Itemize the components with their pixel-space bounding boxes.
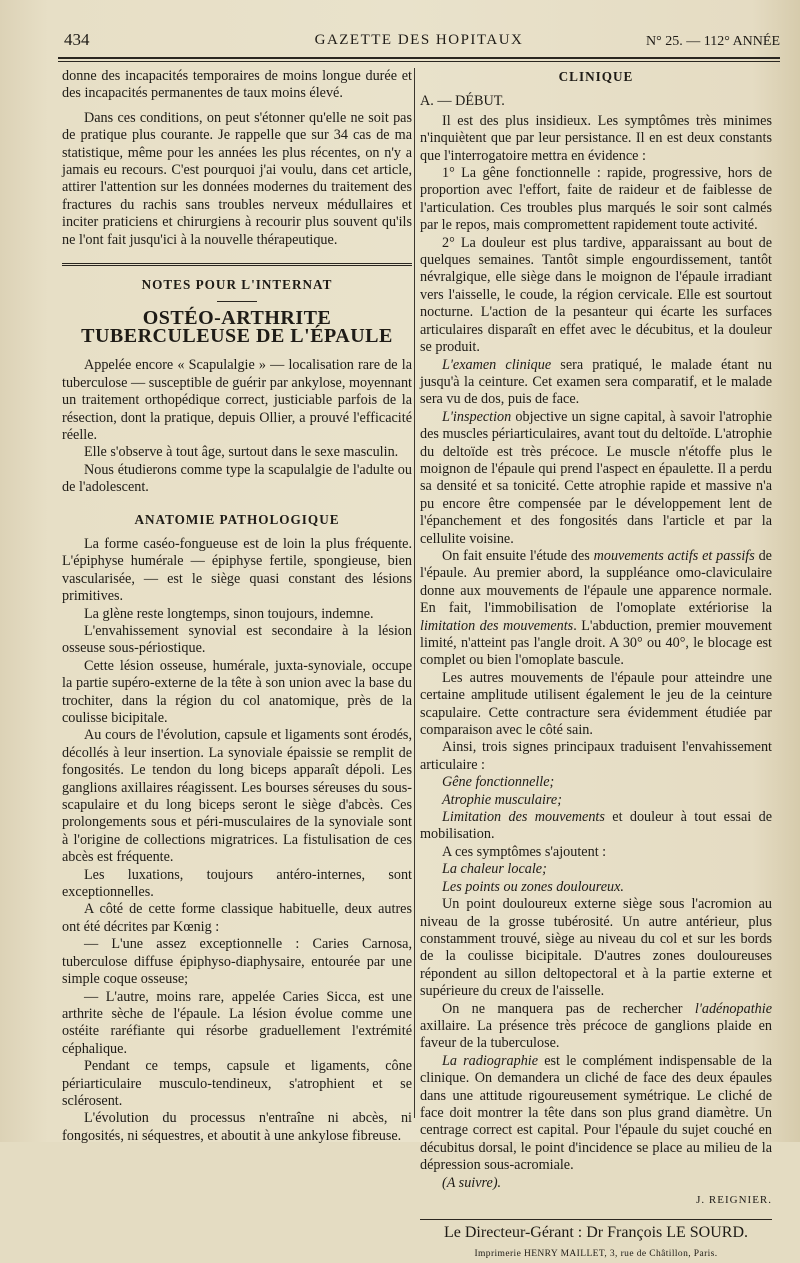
journal-title: GAZETTE DES HOPITAUX xyxy=(314,32,524,48)
symptom-item xyxy=(420,861,772,878)
printer-line: Imprimerie HENRY MAILLET, 3, rue de Châtillon, Paris. xyxy=(474,1248,718,1259)
intro-paragraph: donne des incapacités temporaires de moins longue durée et des incapacités permanentes de taux moins élevé. xyxy=(62,68,412,102)
paragraph-text: On ne manquera pas de rechercher xyxy=(442,1000,695,1017)
italic-lead: L'inspection xyxy=(442,408,512,425)
section-title: NOTES POUR L'INTERNAT xyxy=(141,277,333,293)
paragraph-text: sera pratiqué, le malade étant nu jusqu'à la ceinture. Cet examen sera comparatif, et le malade sera vu de dos, puis de face. xyxy=(420,356,772,408)
header-rule-thin xyxy=(58,61,780,62)
anatomy-paragraph: — L'une assez exceptionnelle : Caries Carnosa, tuberculose diffuse épiphyso-diaphysaire, entourée par une simple coque osseuse; xyxy=(62,936,412,988)
clinic-paragraph: Ainsi, trois signes principaux traduisent l'envahissement articulaire : xyxy=(420,739,772,773)
clinic-paragraph: Les autres mouvements de l'épaule pour atteindre une certaine amplitude utilisent également le jeu de la ceinture scapulaire. Cette contracture sera évidemment étudiée par comparaison avec le côté sain. xyxy=(420,669,772,739)
clinic-paragraph: 2° La douleur est plus tardive, apparaissant au bout de quelques semaines. Tantôt simple engourdissement, tantôt névralgique, elle siège dans le moignon de l'épaule irradiant vers l'aisselle, le coude, la région cervicale. Elle est sourtout nocturne. L'action de la pesanteur qui écarte les surfaces articulaires disparaît en effet avec le décubitus, et la douleur se produit. xyxy=(420,234,772,356)
clinic-subheading: A. — DÉBUT. xyxy=(420,93,505,110)
anatomy-heading: ANATOMIE PATHOLOGIQUE xyxy=(134,511,340,527)
clinic-paragraph xyxy=(420,357,772,409)
anatomy-paragraph: Cette lésion osseuse, humérale, juxta-synoviale, occupe la partie supéro-externe de la tête à son union avec la base du trochiter, dans la région du col anatomique, près de la coulisse bicipitale. xyxy=(62,657,412,726)
clinic-paragraph xyxy=(420,1001,772,1053)
symptom-text: Les points ou zones douloureux. xyxy=(442,878,624,895)
italic-lead: L'examen clinique xyxy=(442,356,552,373)
article-paragraph: Elle s'observe à tout âge, surtout dans le sexe masculin. xyxy=(84,444,399,461)
intro-paragraph: Dans ces conditions, on peut s'étonner qu'elle ne soit pas de pratique plus courante. Je rappelle que sur 34 cas de ma statistique, même pour les années les plus récentes, on n'y a jamais eu recours. C'est pourquoi j'ai voulu, dans cet article, attirer l'attention sur les données modernes du traitement des fractures du rachis sans troubles nerveux médullaires et inciter praticiens et chirurgiens à recourir plus souvent qu'ils ne l'ont fait jusqu'ici à la nouvelle thérapeutique. xyxy=(62,109,412,248)
paragraph-text: objective un signe capital, à savoir l'atrophie des muscles périarticulaires, avant tout du deltoïde. L'atrophie du deltoïde est très précoce. Le muscle n'étoffe plus le moignon de l'épaule qui prend l'aspect en épaulette. Il a perdu sa densité et sa tonicité. Cette atrophie rapide et massive n'a pu encore être compensée par le développement lent de l'épanchement et des fongosités dans l'article et par la cellulite voisine. xyxy=(420,408,773,547)
italic-lead: La radiographie xyxy=(442,1052,539,1069)
right-column xyxy=(420,68,772,1263)
symptom-text: Gêne fonctionnelle; xyxy=(442,774,555,791)
anatomy-paragraph: L'envahissement synovial est secondaire à la lésion osseuse sous-périostique. xyxy=(62,622,412,657)
italic-term: l'adénopathie xyxy=(694,1000,772,1017)
paragraph-text: axillaire. La présence très précoce de ganglions plaide en faveur de la tuberculose. xyxy=(420,1017,772,1052)
anatomy-paragraph: La forme caséo-fongueuse est de loin la plus fréquente. L'épiphyse humérale — épiphyse fertile, spongieuse, bien vascularisée, — est le siège quasi constant des lésions primitives. xyxy=(62,535,412,605)
paragraph-text: . L'abduction, premier mouvement limité, n'atteint pas l'angle droit. A 30° ou 40°, le blocage est complet ou bien l'omoplate bascule. xyxy=(420,617,772,669)
symptom-text: Atrophie musculaire; xyxy=(442,791,562,808)
to-be-continued xyxy=(420,1175,772,1192)
clinic-paragraph: Il est des plus insidieux. Les symptômes très minimes n'inquiètent que par leur persistance. Il en est deux constants que l'interrogatoire mettra en évidence : xyxy=(420,112,772,164)
header-rule xyxy=(58,57,780,59)
issue-number: N° 25. — 112° ANNÉE xyxy=(646,34,780,49)
section-divider xyxy=(62,263,412,266)
symptom-item xyxy=(420,774,772,791)
clinic-paragraph: A ces symptômes s'ajoutent : xyxy=(442,843,607,860)
clinic-paragraph xyxy=(420,548,772,670)
paragraph-text: On fait ensuite l'étude des xyxy=(442,547,594,564)
author-signature: J. REIGNIER. xyxy=(696,1194,772,1206)
article-paragraph: Nous étudierons comme type la scapulalgie de l'adulte ou de l'adolescent. xyxy=(62,461,412,496)
paragraph-text: de l'épaule. Au premier abord, la suppléance omo-claviculaire donne aux mouvements de l'épaule une apparence normale. En fait, l'immobilisation de l'omoplate extériorise la xyxy=(420,547,772,617)
paragraph-text: est le complément indispensable de la clinique. On demandera un cliché de face des deux épaules dans une attitude rigoureusement symétrique. Le cliché de face doit montrer la tête dans son plus grand diamètre. Un centrage correct est capital. Pour l'épaule du sujet couché en décubitus dorsal, le point d'incidence se place au milieu de la dépression sous-acromiale. xyxy=(420,1052,772,1174)
clinic-heading: CLINIQUE xyxy=(558,69,634,84)
italic-term: mouvements actifs et passifs xyxy=(593,547,755,564)
anatomy-paragraph: La glène reste longtemps, sinon toujours, indemne. xyxy=(84,605,374,622)
clinic-paragraph xyxy=(420,409,772,548)
anatomy-paragraph: Pendant ce temps, capsule et ligaments, cône périarticulaire musculo-tendineux, s'atrophient et se sclérosent. xyxy=(62,1058,412,1109)
column-divider xyxy=(414,68,415,1118)
italic-term: limitation des mouvements xyxy=(420,617,574,634)
symptom-item xyxy=(420,792,772,809)
anatomy-paragraph: Au cours de l'évolution, capsule et ligaments sont érodés, décollés à leur insertion. La synoviale épaissie se remplit de fongosités. Le tendon du long biceps apparaît dépoli. Les ganglions axillaires réagissent. Les bourses séreuses du sous-scapulaire et du long biceps seront le siège d'abcès. Ces prolongements sous et péri-musculaires de la synoviale sont à l'origine de collections migratrices. La fistulisation de ces abcès est fréquente. xyxy=(62,727,412,866)
suite-text: (A suivre). xyxy=(442,1174,502,1191)
symptom-item xyxy=(420,809,772,844)
clinic-paragraph xyxy=(420,1053,772,1175)
symptom-text: et douleur à tout essai de mobilisation. xyxy=(420,809,773,843)
article-paragraph: Appelée encore « Scapulalgie » — localisation rare de la tuberculose — susceptible de guérir par ankylose, moyennant un traitement orthopédique correct, justiciable parfois de la résection, dont la pratique, depuis Ollier, a prouvé l'efficacité réelle. xyxy=(62,357,412,443)
symptom-item xyxy=(420,879,772,896)
symptom-text: Limitation des mouvements xyxy=(442,809,605,826)
anatomy-paragraph: L'évolution du processus n'entraîne ni abcès, ni fongosités, ni séquestres, et aboutit à une ankylose fibreuse. xyxy=(62,1110,412,1144)
left-column xyxy=(62,68,412,1145)
footer-rule xyxy=(420,1219,772,1220)
director-line: Le Directeur-Gérant : Dr François LE SOURD. xyxy=(443,1224,749,1242)
article-title: OSTÉO-ARTHRITE TUBERCULEUSE DE L'ÉPAULE xyxy=(81,307,393,347)
page-number: 434 xyxy=(64,30,90,49)
anatomy-paragraph: Les luxations, toujours antéro-internes, sont exceptionnelles. xyxy=(62,866,412,901)
page-header xyxy=(58,28,780,54)
symptom-text: La chaleur locale; xyxy=(442,861,547,878)
short-divider xyxy=(217,301,257,302)
clinic-paragraph: 1° La gêne fonctionnelle : rapide, progressive, hors de proportion avec l'effort, faite de raideur et de faiblesse de l'articulation. Ces troubles plus marqués le soir sont calmés par le repos, mais compromettent rapidement toute activité. xyxy=(420,165,772,234)
anatomy-paragraph: A côté de cette forme classique habituelle, deux autres ont été décrites par Kœnig : xyxy=(62,901,412,935)
clinic-paragraph: Un point douloureux externe siège sous l'acromion au niveau de la grosse tubérosité. Un autre antérieur, plus constamment trouvé, siège au niveau du col et sur les bords de la coulisse bicipitale. D'autres zones douloureuses répondent au sillon deltopectoral et à la partie externe et supérieure du creux de l'aisselle. xyxy=(420,896,772,1000)
anatomy-paragraph: — L'autre, moins rare, appelée Caries Sicca, est une arthrite sèche de l'épaule. La lésion évolue comme une ostéite raréfiante qui résorbe graduellement l'extrémité céphalique. xyxy=(62,988,412,1057)
